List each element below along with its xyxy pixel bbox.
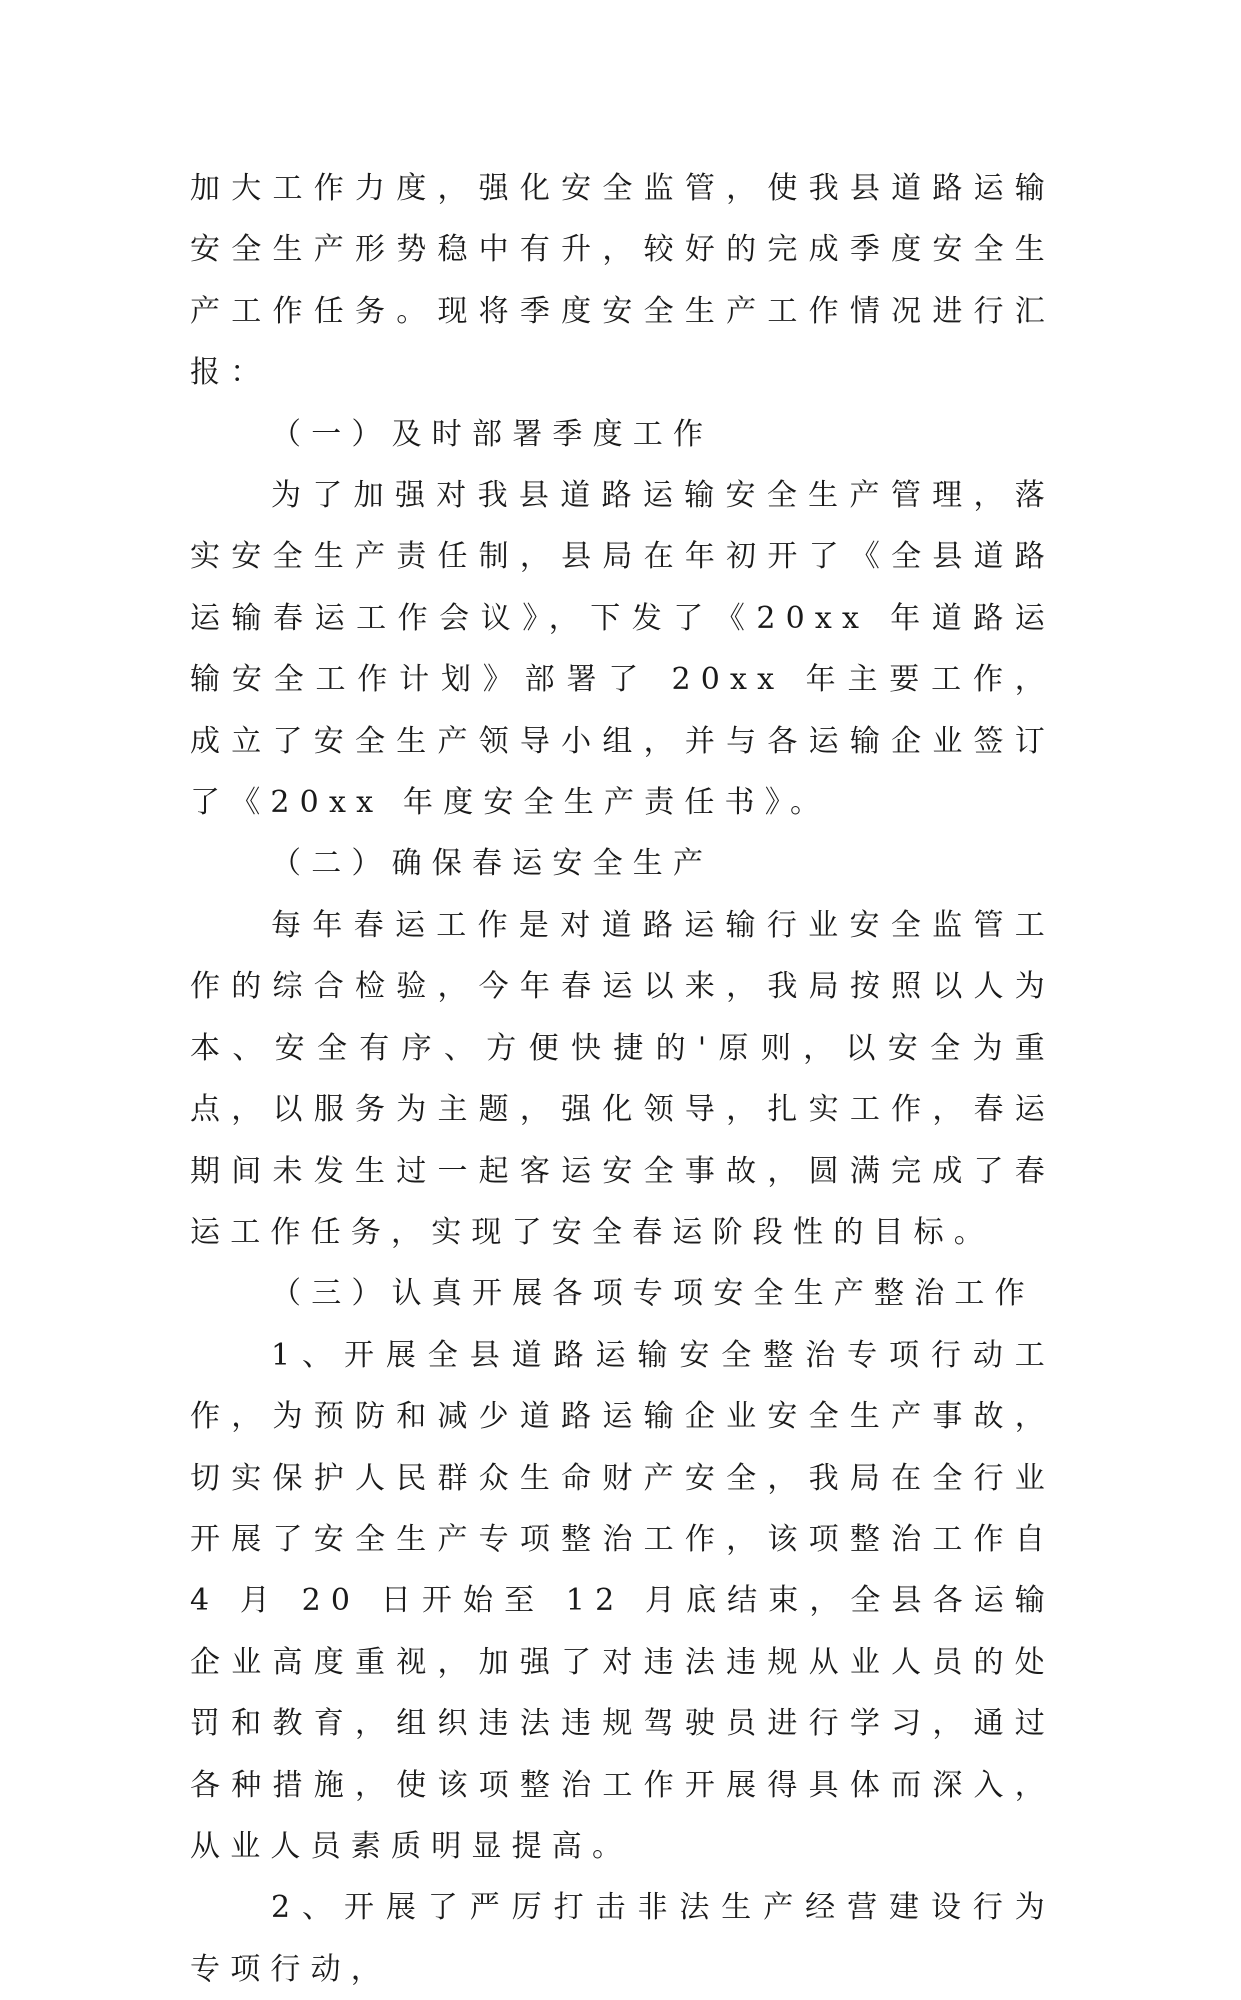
paragraph-body-2: 每年春运工作是对道路运输行业安全监管工作的综合检验，今年春运以来，我局按照以人为本、安全有序、方便快捷的'原则，以安全为重点，以服务为主题，强化领导，扎实工作，春运期间未发生过一起客运安全事故，圆满完成了春运工作任务，实现了安全春运阶段性的目标。 bbox=[190, 907, 1055, 1250]
document-body bbox=[190, 158, 1055, 2000]
paragraph-body-1: 为了加强对我县道路运输安全生产管理，落实安全生产责任制，县局在年初开了《全县道路运输春运工作会议》，下发了《20xx 年道路运输安全工作计划》部署了 20xx 年主要工作，成立了安全生产领导小组，并与各运输企业签订了《20xx 年度安全生产责任书》。 bbox=[190, 478, 1055, 821]
section-heading-1: （一）及时部署季度工作 bbox=[271, 416, 714, 452]
section-heading-3: （三）认真开展各项专项安全生产整治工作 bbox=[271, 1276, 1035, 1312]
paragraph-body-4: 2、开展了严厉打击非法生产经营建设行为专项行动， bbox=[190, 1890, 1055, 1987]
paragraph-body-3: 1、开展全县道路运输安全整治专项行动工作，为预防和减少道路运输企业安全生产事故，切实保护人民群众生命财产安全，我局在全行业开展了安全生产专项整治工作，该项整治工作自 4 月 20 日开始至 12 月底结束，全县各运输企业高度重视，加强了对违法违规从业人员的处罚和教育，组织违法违规驾驶员进行学习，通过各种措施，使该项整治工作开展得具体而深入，从业人员素质明显提高。 bbox=[190, 1337, 1055, 1864]
section-heading-2: （二）确保春运安全生产 bbox=[271, 846, 714, 882]
paragraph-intro: 加大工作力度，强化安全监管，使我县道路运输安全生产形势稳中有升，较好的完成季度安全生产工作任务。现将季度安全生产工作情况进行汇报： bbox=[190, 171, 1055, 391]
